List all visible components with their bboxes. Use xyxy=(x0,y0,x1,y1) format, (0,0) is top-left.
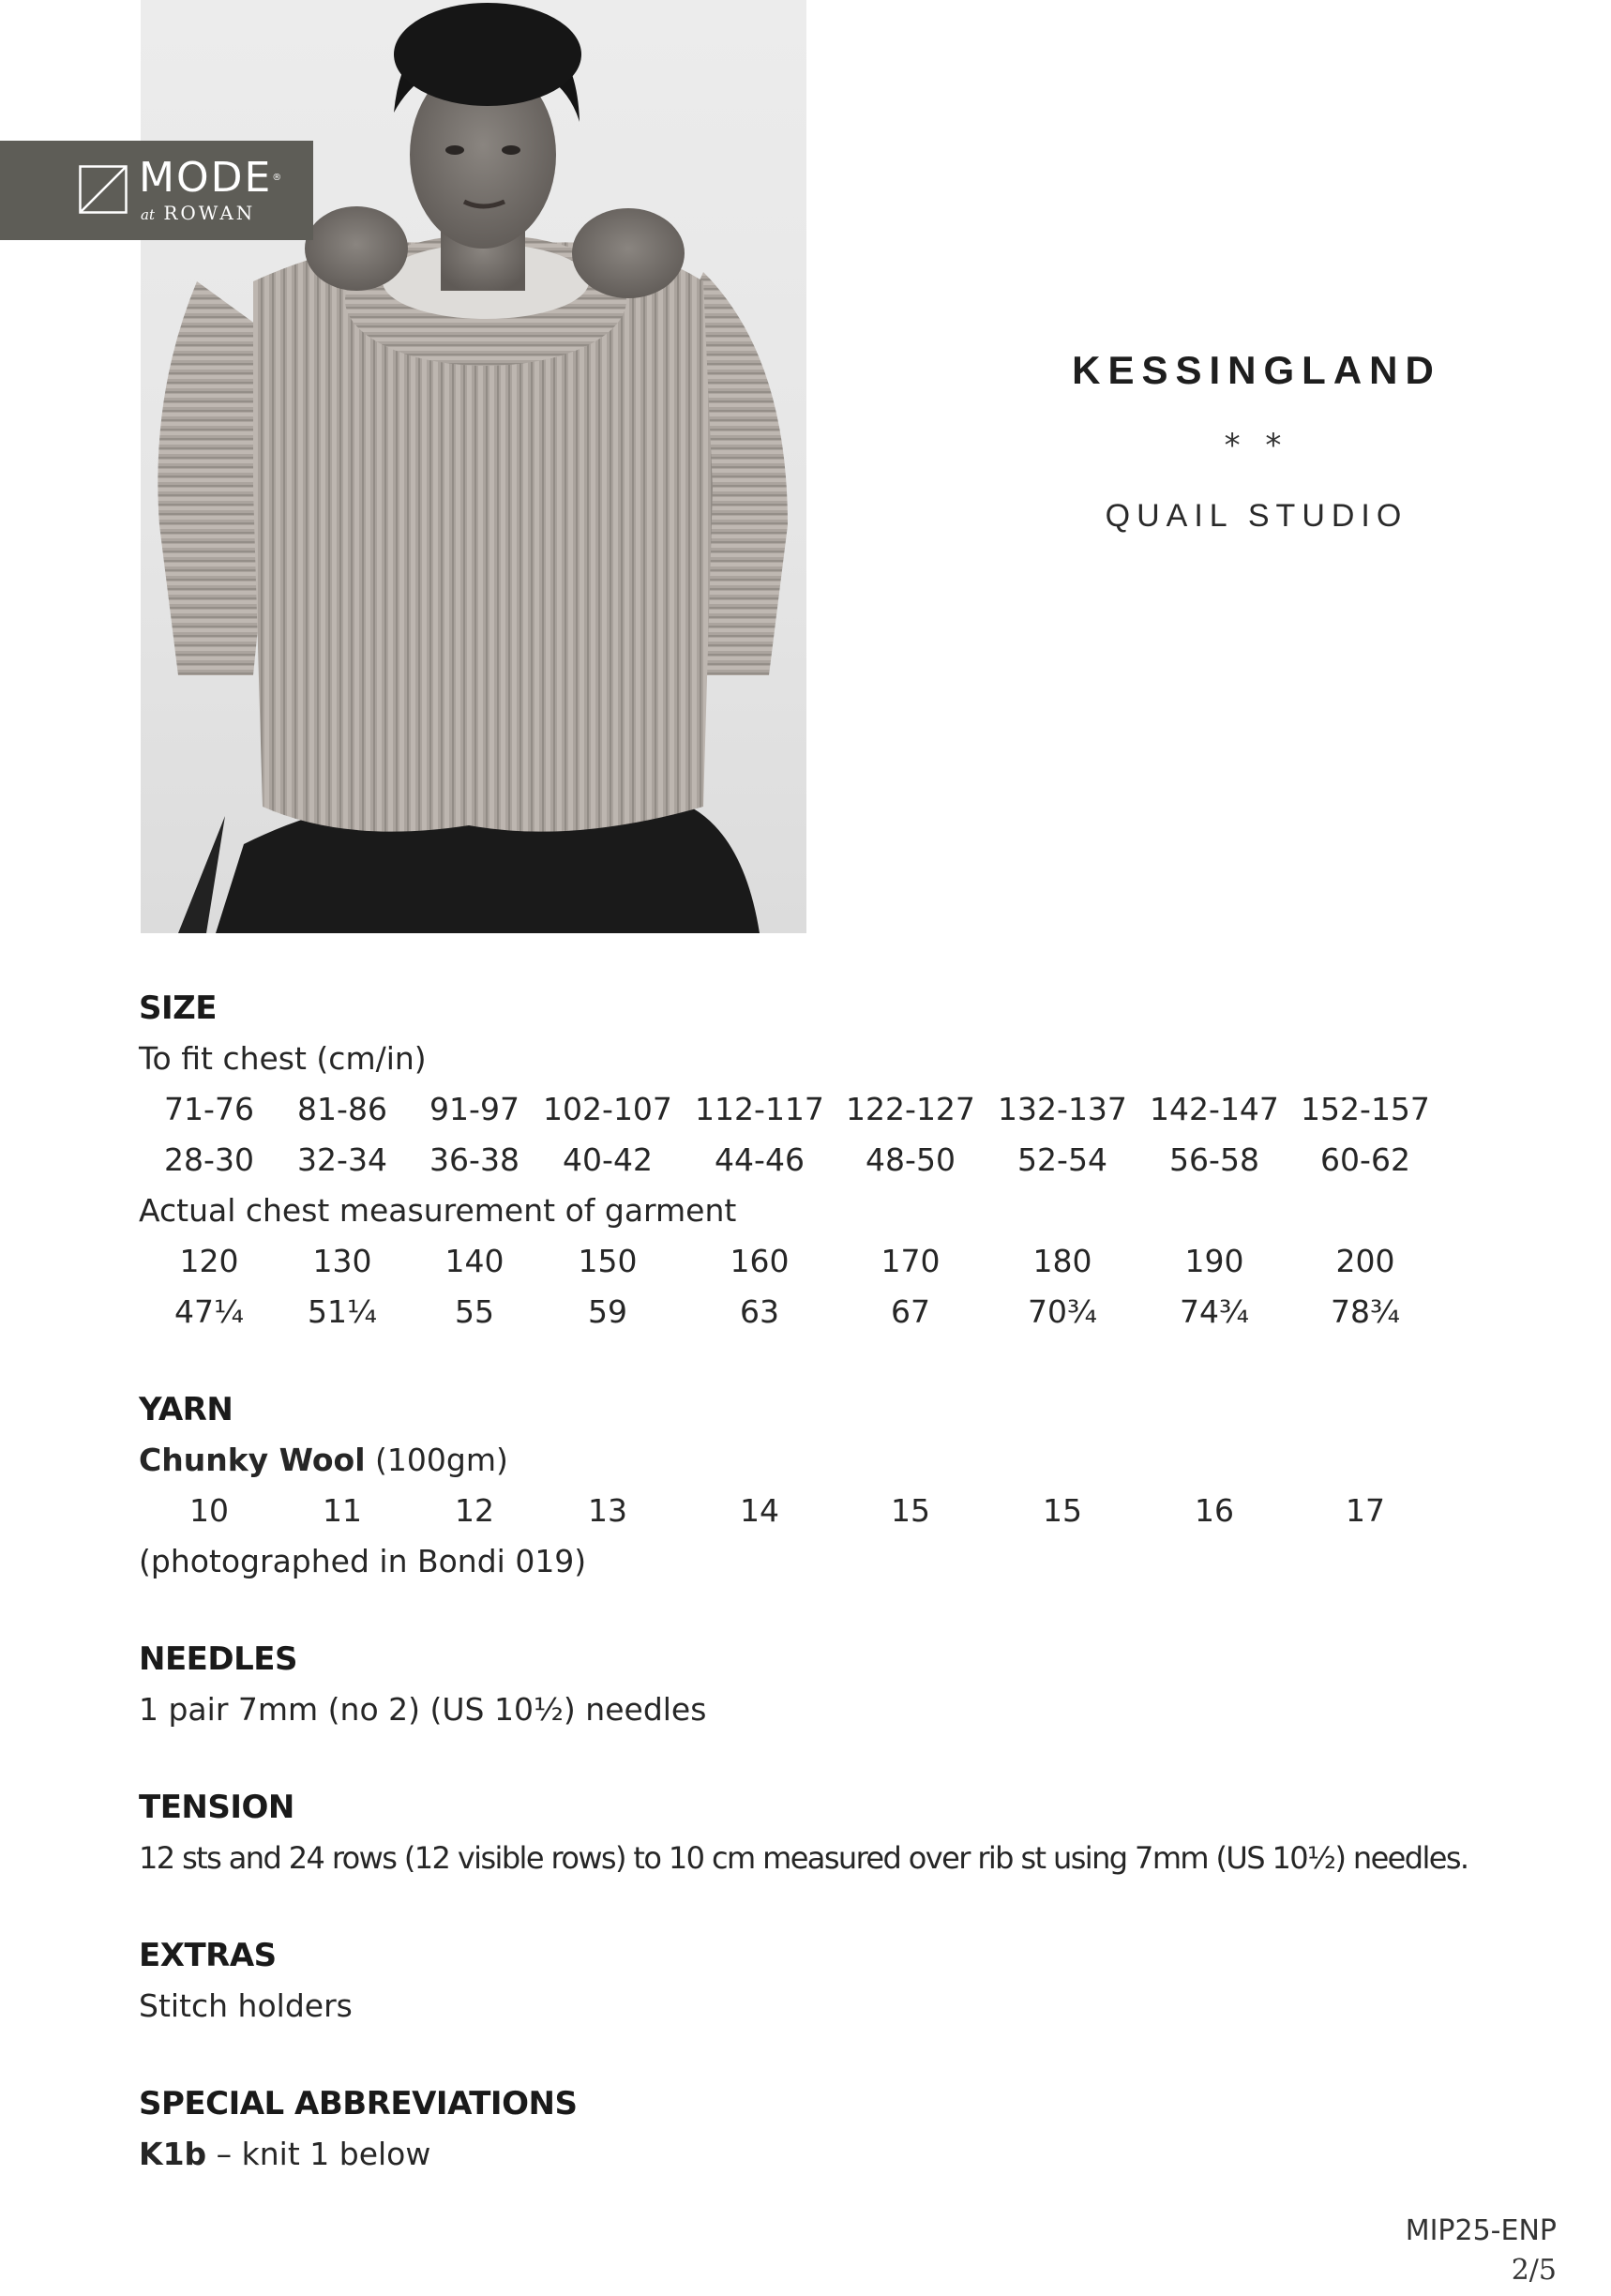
size-cell: 200 xyxy=(1335,1243,1395,1279)
size-cell: 78¾ xyxy=(1331,1293,1400,1330)
size-heading: SIZE xyxy=(139,989,218,1027)
size-cell: 91-97 xyxy=(429,1091,519,1127)
size-cell: 150 xyxy=(578,1243,638,1279)
needles-text: 1 pair 7mm (no 2) (US 10½) needles xyxy=(139,1691,707,1728)
size-cell: 15 xyxy=(1043,1492,1082,1529)
page-number: 2/5 xyxy=(1511,2254,1557,2287)
needles-heading: NEEDLES xyxy=(139,1640,298,1678)
size-cell: 70¾ xyxy=(1028,1293,1097,1330)
size-cell: 36-38 xyxy=(429,1141,519,1178)
abbreviations-heading: SPECIAL ABBREVIATIONS xyxy=(139,2085,578,2122)
needles-section xyxy=(139,1634,1545,1735)
size-cell: 15 xyxy=(891,1492,930,1529)
yarn-name: Chunky Wool xyxy=(139,1442,366,1478)
title-block xyxy=(994,342,1519,539)
yarn-weight: (100gm) xyxy=(365,1442,508,1478)
tension-section xyxy=(139,1782,1545,1883)
size-section xyxy=(139,983,1545,1337)
designer-name: QUAIL STUDIO xyxy=(1105,498,1408,534)
extras-text: Stitch holders xyxy=(139,1987,353,2024)
pattern-code: MIP25-ENP xyxy=(1405,2214,1557,2247)
difficulty-rating: * * xyxy=(1224,427,1289,464)
actual-chest-label: Actual chest measurement of garment xyxy=(139,1192,737,1229)
size-cell: 112-117 xyxy=(695,1091,824,1127)
actual-cm-row xyxy=(139,1236,1545,1287)
size-cell: 160 xyxy=(730,1243,790,1279)
fit-in-row xyxy=(139,1135,1545,1186)
brand-logo xyxy=(0,141,313,240)
size-cell: 11 xyxy=(323,1492,362,1529)
fit-chest-label: To fit chest (cm/in) xyxy=(139,1040,427,1077)
extras-heading: EXTRAS xyxy=(139,1937,277,1974)
size-cell: 132-137 xyxy=(998,1091,1127,1127)
page-footer xyxy=(1406,2212,1557,2290)
size-cell: 48-50 xyxy=(866,1141,956,1178)
size-cell: 44-46 xyxy=(715,1141,805,1178)
extras-section xyxy=(139,1930,1545,2032)
fit-cm-row xyxy=(139,1084,1545,1135)
brand-subline: at ROWAN xyxy=(141,202,256,224)
size-cell: 63 xyxy=(740,1293,779,1330)
size-cell: 120 xyxy=(179,1243,239,1279)
size-cell: 12 xyxy=(455,1492,494,1529)
size-cell: 122-127 xyxy=(846,1091,975,1127)
logo-mark-icon xyxy=(79,165,128,214)
size-cell: 47¼ xyxy=(174,1293,244,1330)
abbreviation-item xyxy=(139,2129,1545,2180)
size-cell: 10 xyxy=(189,1492,229,1529)
abbreviation-term: K1b xyxy=(139,2136,207,2172)
size-cell: 74¾ xyxy=(1180,1293,1249,1330)
size-cell: 16 xyxy=(1195,1492,1234,1529)
size-cell: 52-54 xyxy=(1017,1141,1107,1178)
brand-name: MODE® xyxy=(139,154,282,202)
yarn-balls-row xyxy=(139,1486,1545,1536)
size-cell: 71-76 xyxy=(164,1091,254,1127)
actual-in-row xyxy=(139,1287,1545,1337)
size-cell: 81-86 xyxy=(297,1091,387,1127)
size-cell: 190 xyxy=(1184,1243,1244,1279)
size-cell: 14 xyxy=(740,1492,779,1529)
yarn-note: (photographed in Bondi 019) xyxy=(139,1543,587,1579)
size-cell: 13 xyxy=(588,1492,627,1529)
abbreviation-definition: – knit 1 below xyxy=(206,2136,431,2172)
pattern-details xyxy=(139,983,1545,2180)
size-cell: 17 xyxy=(1346,1492,1385,1529)
size-cell: 170 xyxy=(881,1243,941,1279)
size-cell: 51¼ xyxy=(308,1293,377,1330)
size-cell: 55 xyxy=(455,1293,494,1330)
tension-text: 12 sts and 24 rows (12 visible rows) to 10 cm measured over rib st using 7mm (US 10½) needles. xyxy=(139,1840,1468,1876)
size-cell: 152-157 xyxy=(1301,1091,1430,1127)
size-cell: 102-107 xyxy=(543,1091,672,1127)
abbreviations-section xyxy=(139,2078,1545,2180)
size-cell: 59 xyxy=(588,1293,627,1330)
pattern-title: KESSINGLAND xyxy=(1072,348,1441,392)
size-cell: 56-58 xyxy=(1169,1141,1259,1178)
size-cell: 140 xyxy=(444,1243,504,1279)
size-cell: 28-30 xyxy=(164,1141,254,1178)
size-cell: 142-147 xyxy=(1150,1091,1279,1127)
size-cell: 32-34 xyxy=(297,1141,387,1178)
size-cell: 60-62 xyxy=(1320,1141,1410,1178)
size-cell: 67 xyxy=(891,1293,930,1330)
size-cell: 40-42 xyxy=(563,1141,653,1178)
size-cell: 130 xyxy=(312,1243,372,1279)
yarn-section xyxy=(139,1384,1545,1587)
yarn-heading: YARN xyxy=(139,1391,233,1428)
yarn-name-line xyxy=(139,1435,1545,1486)
tension-heading: TENSION xyxy=(139,1789,294,1826)
size-cell: 180 xyxy=(1032,1243,1092,1279)
